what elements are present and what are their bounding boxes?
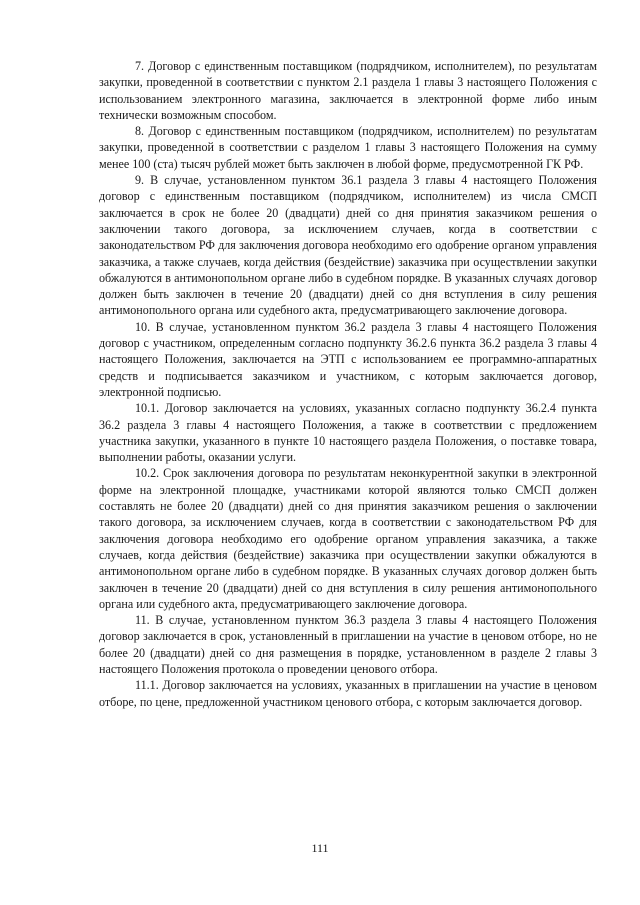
page-number: 111 <box>311 841 329 855</box>
paragraph-11-1: 11.1. Договор заключается на условиях, указанных в приглашении на участие в ценовом отборе, по цене, предложенной участником ценового отбора, с которым заключается договор. <box>99 678 597 709</box>
document-body <box>99 58 597 710</box>
paragraph-7: 7. Договор с единственным поставщиком (подрядчиком, исполнителем), по результатам закупки, проведенной в соответствии с пунктом 2.1 раздела 1 главы 3 настоящего Положения с использованием электронного магазина, заключается в электронной форме либо иным технически возможным способом. <box>99 59 597 122</box>
paragraph-9: 9. В случае, установленном пунктом 36.1 раздела 3 главы 4 настоящего Положения договор с единственным поставщиком (подрядчиком, исполнителем) из числа СМСП заключается в срок не более 20 (двадцати) дней со дня принятия заказчиком решения о заключении такого договора, за исключением случаев, когда в соответствии с законодательством РФ для заключения договора необходимо его одобрение органом управления заказчика, а также случаев, когда действия (бездействие) заказчика при осуществлении закупки обжалуются в антимонопольном органе либо в судебном порядке. В указанных случаях договор должен быть заключен в течение 20 (двадцати) дней со дня вступления в силу решения антимонопольного органа или судебного акта, предусматривающего заключение договора. <box>99 173 597 318</box>
paragraph-10-2: 10.2. Срок заключения договора по результатам неконкурентной закупки в электронной форме на электронной площадке, участниками которой являются только СМСП должен составлять не более 20 (двадцати) дней со дня принятия заказчиком решения о заключении такого договора, за исключением случаев, когда в соответствии с законодательством РФ для заключения договора необходимо его одобрение органом управления заказчика, а также случаев, когда действия (бездействие) заказчика при осуществлении закупки обжалуются в антимонопольном органе либо в судебном порядке. В указанных случаях договор должен быть заключен в течение 20 (двадцати) дней со дня вступления в силу решения антимонопольного органа или судебного акта, предусматривающего заключение договора. <box>99 466 597 611</box>
paragraph-10-1: 10.1. Договор заключается на условиях, указанных согласно подпункту 36.2.4 пункта 36.2 раздела 3 главы 4 настоящего Положения, а также в соответствии с предложением участника закупки, указанного в пункте 10 настоящего раздела Положения, о поставке товара, выполнении работы, оказании услуги. <box>99 401 597 465</box>
paragraph-8: 8. Договор с единственным поставщиком (подрядчиком, исполнителем) по результатам закупки, проведенной в соответствии с разделом 1 главы 3 настоящего Положения на сумму менее 100 (ста) тысяч рублей может быть заключен в любой форме, предусмотренной ГК РФ. <box>99 124 597 171</box>
paragraph-11: 11. В случае, установленном пунктом 36.3 раздела 3 главы 4 настоящего Положения договор заключается в срок, установленный в приглашении на участие в ценовом отборе, но не более 20 (двадцати) дней со дня размещения в порядке, установленном в разделе 2 главы 3 настоящего Положения протокола о проведении ценового отбора. <box>99 613 597 676</box>
paragraph-10: 10. В случае, установленном пунктом 36.2 раздела 3 главы 4 настоящего Положения договор с участником, определенным согласно подпункту 36.2.6 пункта 36.2 раздела 3 главы 4 настоящего Положения, заключается на ЭТП с использованием ее программно-аппаратных средств и подписывается заказчиком и участником, с которым заключается договор, электронной подписью. <box>99 319 597 399</box>
